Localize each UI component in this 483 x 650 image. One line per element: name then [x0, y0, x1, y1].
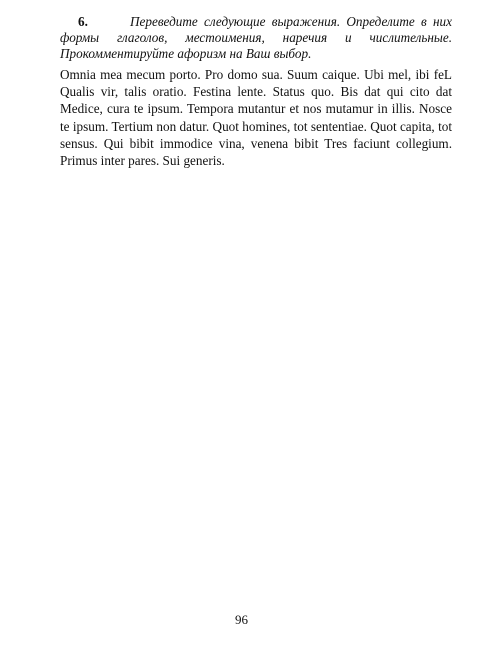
latin-phrases-paragraph: Omnia mea mecum porto. Pro domo sua. Suum caique. Ubi mel, ibi feL Qualis vir, talis oratio. Festina lente. Status quo. Bis dat qui cito dat Medice, cura te ipsum. Tempora mutantur et nos mutamur in illis. Nosce te ipsum. Tertium non datur. Quot homines, tot sententiae. Quot capita, tot sensus. Qui bibit immodice vina, venena bibit Tres faciunt collegium. Primus inter pares. Sui generis.: [60, 67, 452, 169]
exercise-number: 6.: [78, 14, 88, 29]
page-number: 96: [235, 612, 248, 627]
exercise-heading: [60, 14, 452, 62]
exercise-instruction: Переведите следующие выражения. Определите в них формы глаголов, местоимения, наречия и числительные. Прокомментируйте афоризм на Ваш выбор.: [60, 14, 452, 61]
